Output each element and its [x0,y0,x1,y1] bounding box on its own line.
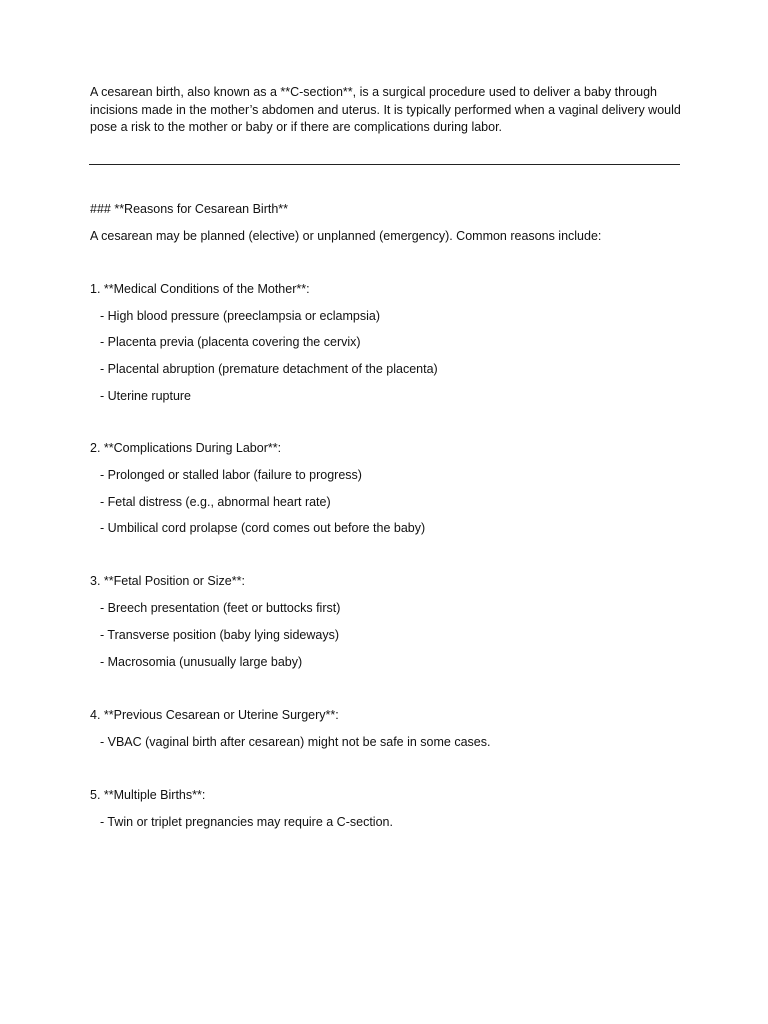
list-item: - Prolonged or stalled labor (failure to progress) [100,468,362,482]
list-heading-previous-surgery: 4. **Previous Cesarean or Uterine Surgery**: [90,708,339,722]
intro-paragraph: A cesarean birth, also known as a **C-section**, is a surgical procedure used to deliver a baby through incisions made in the mother’s abdomen and uterus. It is typically performed when a vaginal delivery would pose a risk to the mother or baby or if there are complications during labor. [90,85,681,134]
list-item: - High blood pressure (preeclampsia or eclampsia) [100,309,380,323]
horizontal-rule [89,164,680,165]
list-item: - Breech presentation (feet or buttocks first) [100,601,341,615]
list-item: - Umbilical cord prolapse (cord comes out before the baby) [100,521,426,535]
list-item: - VBAC (vaginal birth after cesarean) might not be safe in some cases. [100,735,491,749]
list-heading-labor-complications: 2. **Complications During Labor**: [90,441,282,455]
list-item: - Macrosomia (unusually large baby) [100,655,303,669]
section-heading: ### **Reasons for Cesarean Birth** [90,202,289,216]
lead-paragraph: A cesarean may be planned (elective) or unplanned (emergency). Common reasons include: [90,229,602,243]
list-heading-multiple-births: 5. **Multiple Births**: [90,788,206,802]
list-item: - Placental abruption (premature detachment of the placenta) [100,362,438,376]
list-item: - Twin or triplet pregnancies may require a C-section. [100,815,393,829]
list-item: - Transverse position (baby lying sideways) [100,628,339,642]
list-item: - Placenta previa (placenta covering the cervix) [100,335,361,349]
list-heading-medical-conditions: 1. **Medical Conditions of the Mother**: [90,282,310,296]
list-heading-fetal-position: 3. **Fetal Position or Size**: [90,574,245,588]
list-item: - Fetal distress (e.g., abnormal heart rate) [100,495,331,509]
list-item: - Uterine rupture [100,389,192,403]
